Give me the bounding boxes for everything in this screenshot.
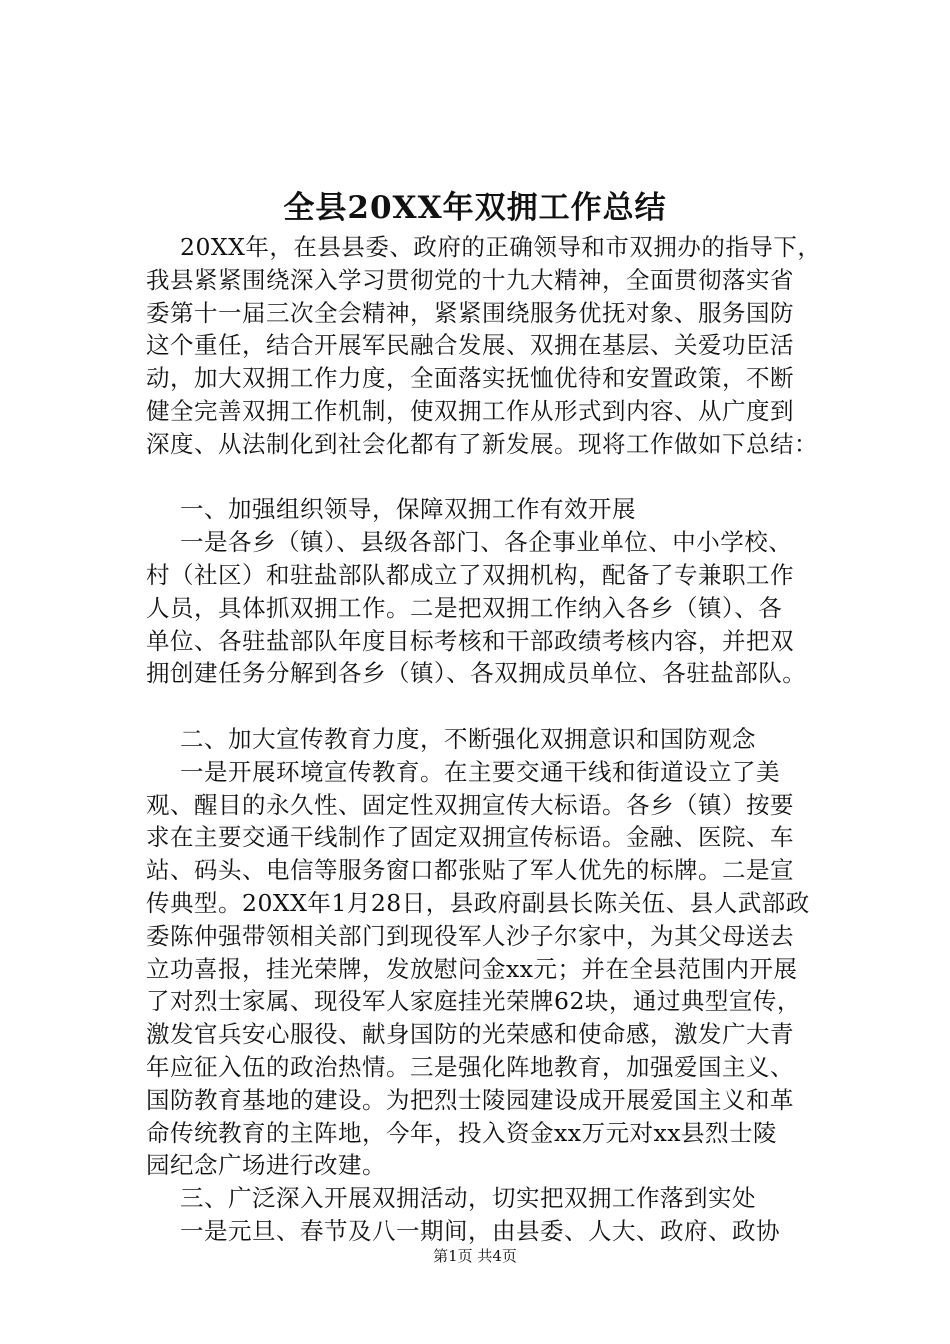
- paragraph-line: 观、醒目的永久性、固定性双拥宣传大标语。各乡（镇）按要: [146, 790, 794, 819]
- paragraph-line: 国防教育基地的建设。为把烈士陵园建设成开展爱国主义和革: [146, 1085, 794, 1114]
- blank-line: [146, 690, 836, 723]
- paragraph-line: 我县紧紧围绕深入学习贯彻党的十九大精神，全面贯彻落实省: [146, 265, 794, 294]
- blank-line: [146, 461, 836, 494]
- paragraph-line: 人员，具体抓双拥工作。二是把双拥工作纳入各乡（镇）、各: [146, 593, 783, 622]
- paragraph-line: 健全完善双拥工作机制，使双拥工作从形式到内容、从广度到: [146, 396, 794, 425]
- paragraph-line: 委第十一届三次全会精神，紧紧围绕服务优抚对象、服务国防: [146, 298, 794, 327]
- paragraph-line: 一是各乡（镇）、县级各部门、各企事业单位、中小学校、: [180, 528, 793, 557]
- paragraph-line: 立功喜报，挂光荣牌，发放慰问金xx元；并在全县范围内开展: [146, 954, 798, 983]
- page-footer: 第1页 共4页: [433, 1247, 517, 1265]
- paragraph-line: 站、码头、电信等服务窗口都张贴了军人优先的标牌。二是宣: [146, 856, 794, 885]
- paragraph-line: 20XX年，在县县委、政府的正确领导和市双拥办的指导下，: [180, 233, 822, 261]
- paragraph-line: 一是元旦、春节及八一期间，由县委、人大、政府、政协: [180, 1216, 780, 1245]
- paragraph-line: 这个重任，结合开展军民融合发展、双拥在基层、关爱功臣活: [146, 331, 794, 360]
- paragraph-line: 求在主要交通干线制作了固定双拥宣传标语。金融、医院、车: [146, 823, 794, 852]
- paragraph-line: 一是开展环境宣传教育。在主要交通干线和街道设立了美: [180, 757, 780, 786]
- document-title: 全县20XX年双拥工作总结: [283, 190, 667, 226]
- paragraph-line: 命传统教育的主阵地，今年，投入资金xx万元对xx县烈士陵: [146, 1118, 778, 1147]
- section-heading: 二、加大宣传教育力度，不断强化双拥意识和国防观念: [180, 724, 756, 753]
- paragraph-line: 园纪念广场进行改建。: [146, 1151, 386, 1180]
- paragraph-line: 拥创建任务分解到各乡（镇）、各双拥成员单位、各驻盐部队。: [146, 659, 807, 688]
- paragraph-line: 传典型。20XX年1月28日，县政府副县长陈关伍、县人武部政: [146, 888, 810, 917]
- paragraph-line: 村（社区）和驻盐部队都成立了双拥机构，配备了专兼职工作: [146, 560, 794, 589]
- section-heading: 三、广泛深入开展双拥活动，切实把双拥工作落到实处: [180, 1184, 756, 1213]
- section-heading: 一、加强组织领导，保障双拥工作有效开展: [180, 495, 636, 524]
- paragraph-line: 年应征入伍的政治热情。三是强化阵地教育，加强爱国主义、: [146, 1052, 794, 1081]
- paragraph-line: 动，加大双拥工作力度，全面落实抚恤优待和安置政策，不断: [146, 364, 794, 393]
- paragraph-line: 深度、从法制化到社会化都有了新发展。现将工作做如下总结：: [146, 429, 818, 458]
- paragraph-line: 激发官兵安心服役、献身国防的光荣感和使命感，激发广大青: [146, 1020, 794, 1049]
- paragraph-line: 了对烈士家属、现役军人家庭挂光荣牌62块，通过典型宣传，: [146, 987, 801, 1016]
- paragraph-line: 委陈仲强带领相关部门到现役军人沙子尔家中，为其父母送去: [146, 921, 794, 950]
- paragraph-line: 单位、各驻盐部队年度目标考核和干部政绩考核内容，并把双: [146, 626, 794, 655]
- document-body: [146, 231, 836, 1248]
